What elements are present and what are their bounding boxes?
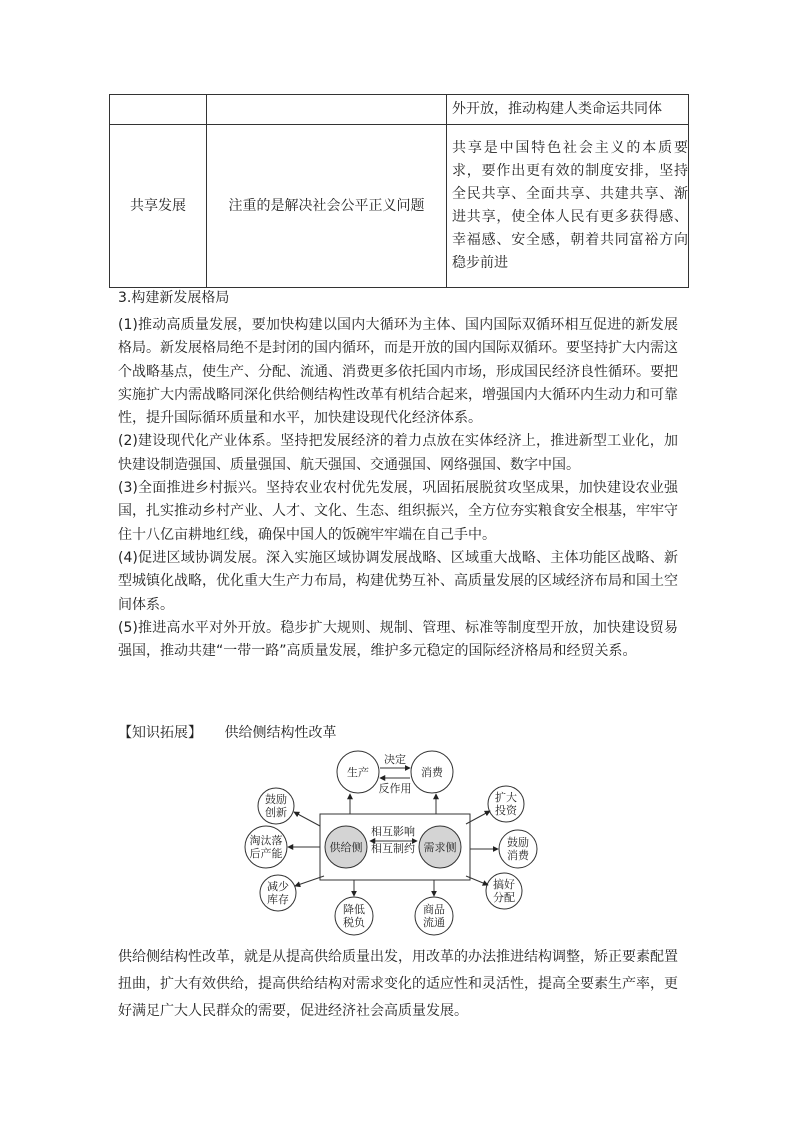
consumption-label: 消费 — [421, 766, 443, 779]
section-title: 3.构建新发展格局 — [118, 290, 230, 306]
supply-label: 供给侧 — [329, 841, 363, 854]
table-cell — [207, 95, 447, 125]
demand-label: 需求侧 — [423, 841, 457, 854]
table-cell: 外开放，推动构建人类命运共同体 — [447, 95, 689, 125]
knowledge-tag: 【知识拓展】 — [118, 725, 202, 741]
table-cell-focus: 注重的是解决社会公平正义问题 — [207, 125, 447, 288]
table-cell-description: 共享是中国特色社会主义的本质要求，要作出更有效的制度安排，坚持全民共享、全面共享、共建共享、渐进共享，使全体人民有更多获得感、幸福感、安全感，朝着共同富裕方向稳步前进 — [447, 125, 689, 288]
svg-text:商品: 商品 — [423, 903, 445, 916]
table-cell — [110, 95, 207, 125]
section-body — [118, 314, 678, 663]
paragraph-1: (1)推动高质量发展，要加快构建以国内大循环为主体、国内国际双循环相互促进的新发展格局。新发展格局绝不是封闭的国内循环，而是开放的国内国际双循环。要坚持扩大内需这个战略基点，使生产、分配、流通、消费更多依托国内市场，形成国民经济良性循环。要把实施扩大内需战略同深化供给侧结构性改革有机结合起来，增强国内大循环内生动力和可靠性，提升国际循环质量和水平，加快建设现代化经济体系。 — [118, 317, 678, 427]
react-label: 反作用 — [378, 782, 412, 795]
svg-text:鼓励: 鼓励 — [265, 793, 287, 806]
development-table — [109, 94, 689, 288]
svg-text:淘汰落: 淘汰落 — [249, 834, 283, 847]
table-row — [110, 95, 689, 125]
svg-text:扩大: 扩大 — [495, 791, 517, 804]
production-label: 生产 — [347, 766, 369, 779]
knowledge-topic: 供给侧结构性改革 — [224, 725, 337, 741]
svg-text:鼓励: 鼓励 — [507, 836, 529, 849]
summary-paragraph: 供给侧结构性改革，就是从提高供给质量出发，用改革的办法推进结构调整，矫正要素配置扭曲，扩大有效供给，提高供给结构对需求变化的适应性和灵活性，提高全要素生产率，更好满足广大人民群众的需要，促进经济社会高质量发展。 — [118, 949, 678, 1019]
paragraph-3: (3)全面推进乡村振兴。坚持农业农村优先发展，巩固拓展脱贫攻坚成果，加快建设农业强国，扎实推动乡村产业、人才、文化、生态、组织振兴，全方位夯实粮食安全根基，牢牢守住十八亿亩耕地红线，确保中国人的饭碗牢牢端在自己手中。 — [118, 480, 678, 543]
paragraph-2: (2)建设现代化产业体系。坚持把发展经济的着力点放在实体经济上，推进新型工业化，加快建设制造强国、质量强国、航天强国、交通强国、网络强国、数字中国。 — [118, 433, 678, 473]
svg-text:消费: 消费 — [507, 849, 529, 862]
svg-text:投资: 投资 — [495, 804, 517, 817]
svg-text:降低: 降低 — [343, 903, 365, 916]
supply-side-diagram — [240, 748, 540, 938]
paragraph-5: (5)推进高水平对外开放。稳步扩大规则、规制、管理、标准等制度型开放，加快建设贸易强国，推动共建“一带一路”高质量发展，维护多元稳定的国际经济格局和经贸关系。 — [118, 619, 678, 660]
knowledge-heading — [118, 722, 336, 742]
mutual-label-2: 相互制约 — [371, 842, 415, 855]
table-row — [110, 125, 689, 288]
paragraph-4: (4)促进区域协调发展。深入实施区域协调发展战略、区域重大战略、主体功能区战略、新型城镇化战略，优化重大生产力布局，构建优势互补、高质量发展的区域经济布局和国土空间体系。 — [118, 549, 678, 613]
table-cell-concept: 共享发展 — [110, 125, 207, 288]
mutual-label-1: 相互影响 — [371, 825, 415, 838]
svg-text:减少: 减少 — [267, 880, 289, 893]
svg-text:创新: 创新 — [265, 806, 287, 819]
svg-text:流通: 流通 — [423, 916, 445, 929]
svg-text:税负: 税负 — [343, 916, 365, 929]
svg-text:后产能: 后产能 — [249, 847, 283, 860]
svg-text:搞好: 搞好 — [493, 878, 515, 891]
decide-label: 决定 — [384, 753, 406, 766]
svg-text:库存: 库存 — [267, 893, 289, 906]
svg-text:分配: 分配 — [493, 891, 515, 904]
